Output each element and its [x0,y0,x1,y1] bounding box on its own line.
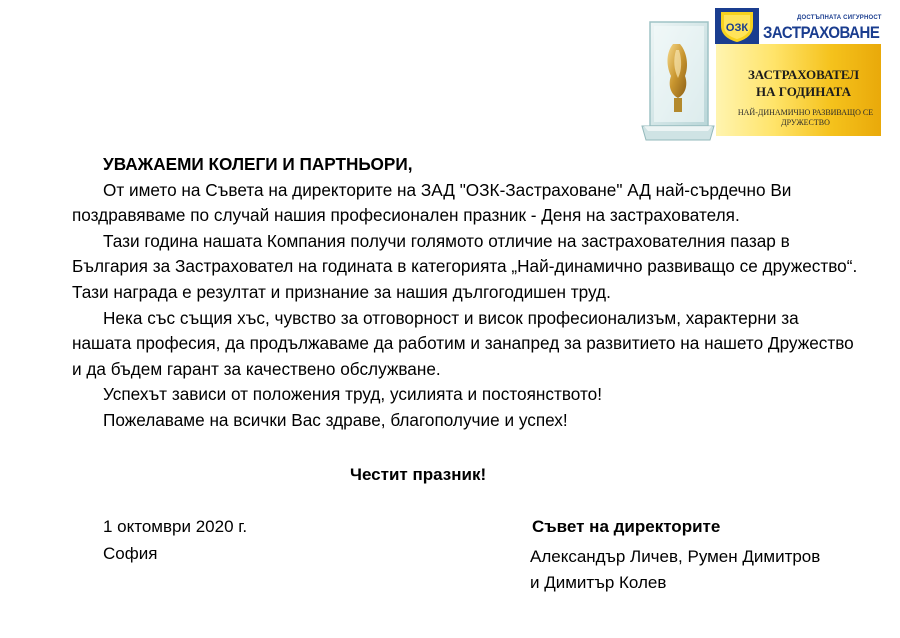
award-subtitle [716,108,881,128]
award-banner [716,44,881,136]
shield-logo-icon [715,8,759,44]
letter-paragraph: Пожелаваме на всички Вас здраве, благополучие и успех! [103,409,568,430]
letter-paragraph: От името на Съвета на директорите на ЗАД "ОЗК-Застраховане" АД най-сърдечно Ви поздравяваме по случай нашия професионален празник - Деня на застрахователя. [72,179,792,226]
award-title-line1: ЗАСТРАХОВАТЕЛ [747,67,860,82]
letter-date: 1 октомври 2020 г. [103,517,248,536]
award-trophy-image [640,14,716,146]
letter-city: София [103,544,158,563]
signatory-names [530,544,820,596]
award-title-line2: НА ГОДИНАТА [756,84,851,99]
letter-greeting: УВАЖАЕМИ КОЛЕГИ И ПАРТНЬОРИ, [103,154,413,174]
award-subtitle-line2: ДРУЖЕСТВО [781,118,830,127]
logo-brand-word: ЗАСТРАХОВАНЕ [763,23,880,42]
letter-paragraph: Нека със същия хъс, чувство за отговорност и висок професионализъм, характерни за нашата професия, да продължаваме да работим и занапред за развитието на нашето Дружество и да бъдем гарант за качествено обслужване. [72,307,854,379]
signatory-names-line2: и Димитър Колев [530,573,667,592]
svg-text:ОЗК: ОЗК [725,22,749,34]
signatory-title: Съвет на директорите [532,517,721,536]
letter-paragraph: Успехът зависи от положения труд, усилията и постоянството! [103,384,602,405]
company-logo [715,8,885,46]
award-subtitle-line1: НАЙ-ДИНАМИЧНО РАЗВИВАЩО СЕ [737,108,874,117]
letter-body [72,152,862,434]
logo-tagline: ДОСТЪПНАТА СИГУРНОСТ [797,15,882,21]
signatory-names-line1: Александър Личев, Румен Димитров [530,547,821,566]
closing-wish: Честит празник! [350,465,487,484]
letter-paragraph: Тази година нашата Компания получи голямото отличие на застрахователния пазар в България за Застраховател на годината в категорията „Най-динамично развиващо се дружество“. Тази награда е резултат и признание за нашия дългогодишен труд. [72,230,858,302]
award-title [716,66,881,100]
